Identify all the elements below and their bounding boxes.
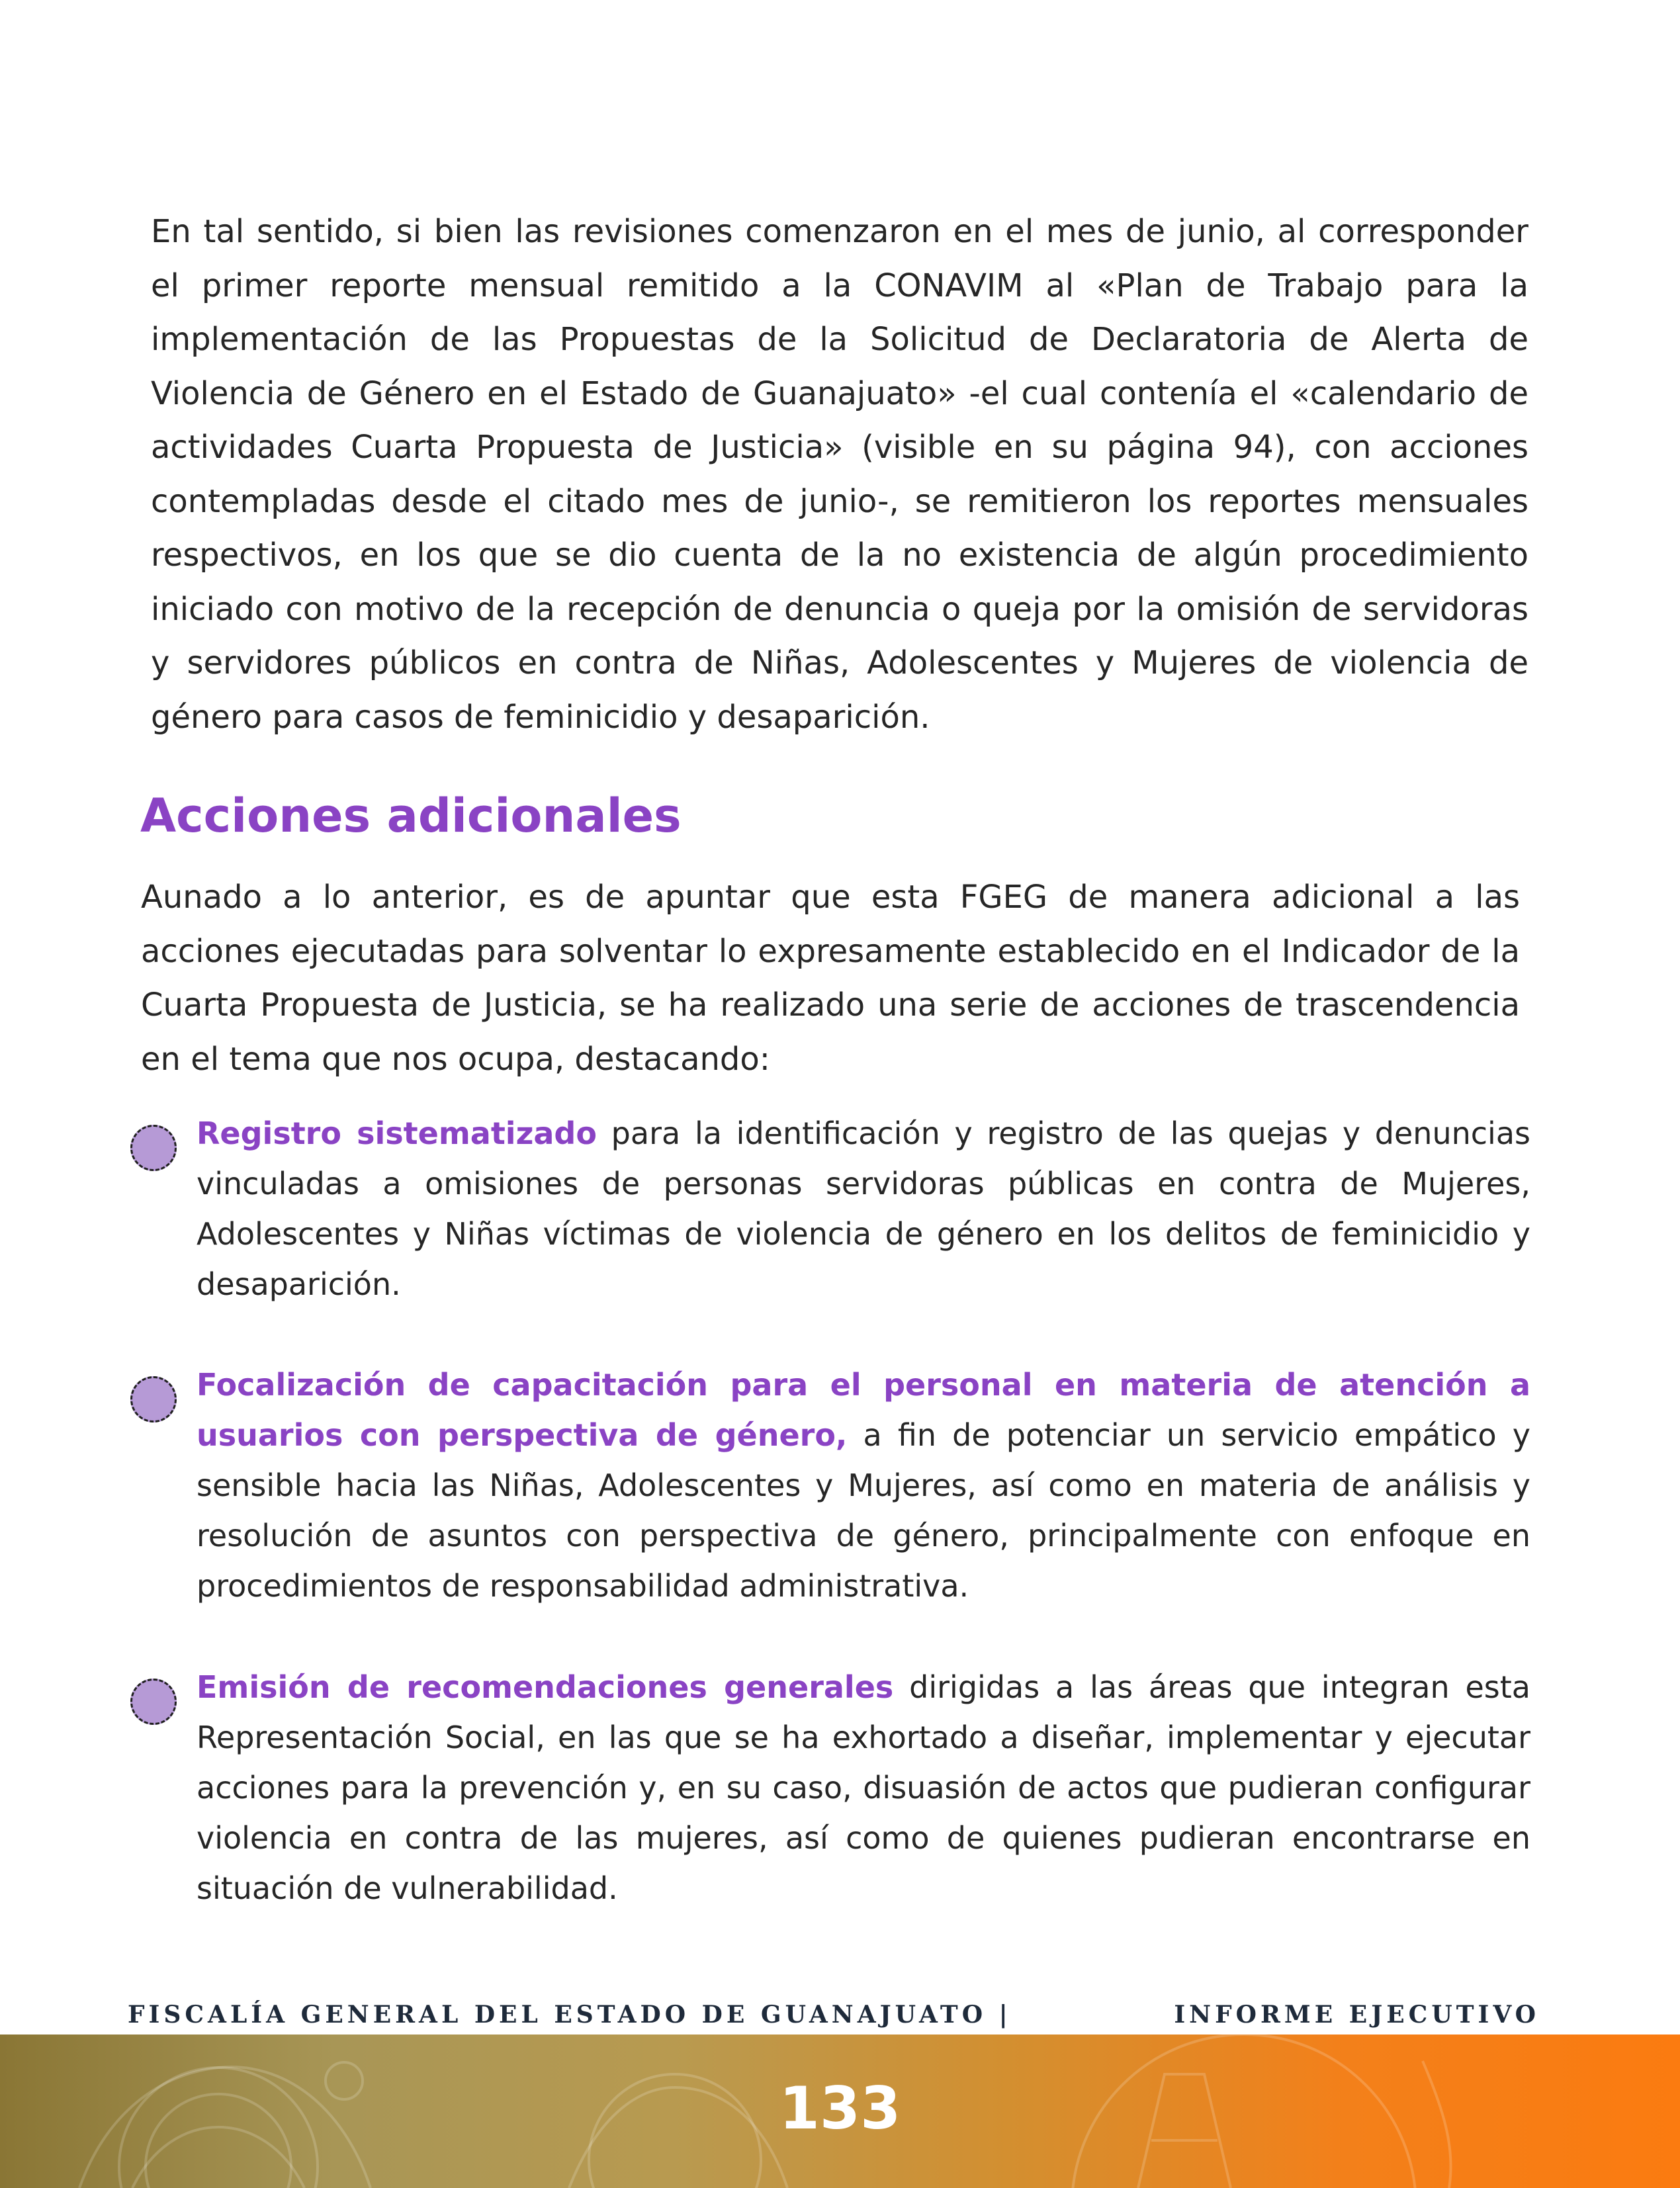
bullet-circle-icon xyxy=(130,1125,177,1171)
bullet-body: dirigidas a las áreas que integran esta Representación Social, en las que se ha exhortado a diseñar, implementar y ejecutar acciones para la prevención y, en su caso, disuasión de actos que pudieran configurar violencia en contra de las mujeres, así como de quienes pudieran encontrarse en situación de vulnerabilidad. xyxy=(197,1669,1530,1906)
lead-paragraph: Aunado a lo anterior, es de apuntar que esta FGEG de manera adicional a las acciones ejecutadas para solventar lo expresamente establecido en el Indicador de la Cuarta Propuesta de Justicia, se ha realizado una serie de acciones de trascendencia en el tema que nos ocupa, destacando: xyxy=(141,879,1520,1078)
bullet-body: para la identificación y registro de las quejas y denuncias vinculadas a omisiones de personas servidoras públicas en contra de Mujeres, Adolescentes y Niñas víctimas de violencia de género en los delitos de feminicidio y desaparición. xyxy=(197,1116,1530,1302)
bullet-circle-icon xyxy=(130,1376,177,1422)
section-heading: Acciones adicionales xyxy=(140,789,682,843)
bullet-highlight: Registro sistematizado xyxy=(197,1116,597,1151)
footer-institution: FISCALÍA GENERAL DEL ESTADO DE GUANAJUATO | xyxy=(128,2001,1012,2029)
bullet-text xyxy=(197,1360,1530,1611)
bullet-body: a fin de potenciar un servicio empático y sensible hacia las Niñas, Adolescentes y Mujeres, así como en materia de análisis y resolución de asuntos con perspectiva de género, principalmente con enfoque en procedimientos de responsabilidad administrativa. xyxy=(197,1417,1531,1604)
bullet-text xyxy=(197,1662,1530,1913)
bullet-text xyxy=(197,1108,1530,1309)
footer-report-title: INFORME EJECUTIVO xyxy=(1174,2001,1540,2029)
bullet-highlight: Emisión de recomendaciones generales xyxy=(197,1669,894,1705)
intro-paragraph: En tal sentido, si bien las revisiones comenzaron en el mes de junio, al corresponder el primer reporte mensual remitido a la CONAVIM al «Plan de Trabajo para la implementación de las Propuestas de la Solicitud de Declaratoria de Alerta de Violencia de Género en el Estado de Guanajuato» -el cual contenía el «calendario de actividades Cuarta Propuesta de Justicia» (visible en su página 94), con acciones contempladas desde el citado mes de junio-, se remitieron los reportes mensuales respectivos, en los que se dio cuenta de la no existencia de algún procedimiento iniciado con motivo de la recepción de denuncia o queja por la omisión de servidoras y servidores públicos en contra de Niñas, Adolescentes y Mujeres de violencia de género para casos de feminicidio y desaparición. xyxy=(151,213,1528,736)
bullet-highlight: Focalización de capacitación para el personal en materia de atención a usuarios con perspectiva de género, xyxy=(197,1367,1530,1453)
page-number: 133 xyxy=(779,2074,901,2142)
bullet-circle-icon xyxy=(130,1679,177,1725)
